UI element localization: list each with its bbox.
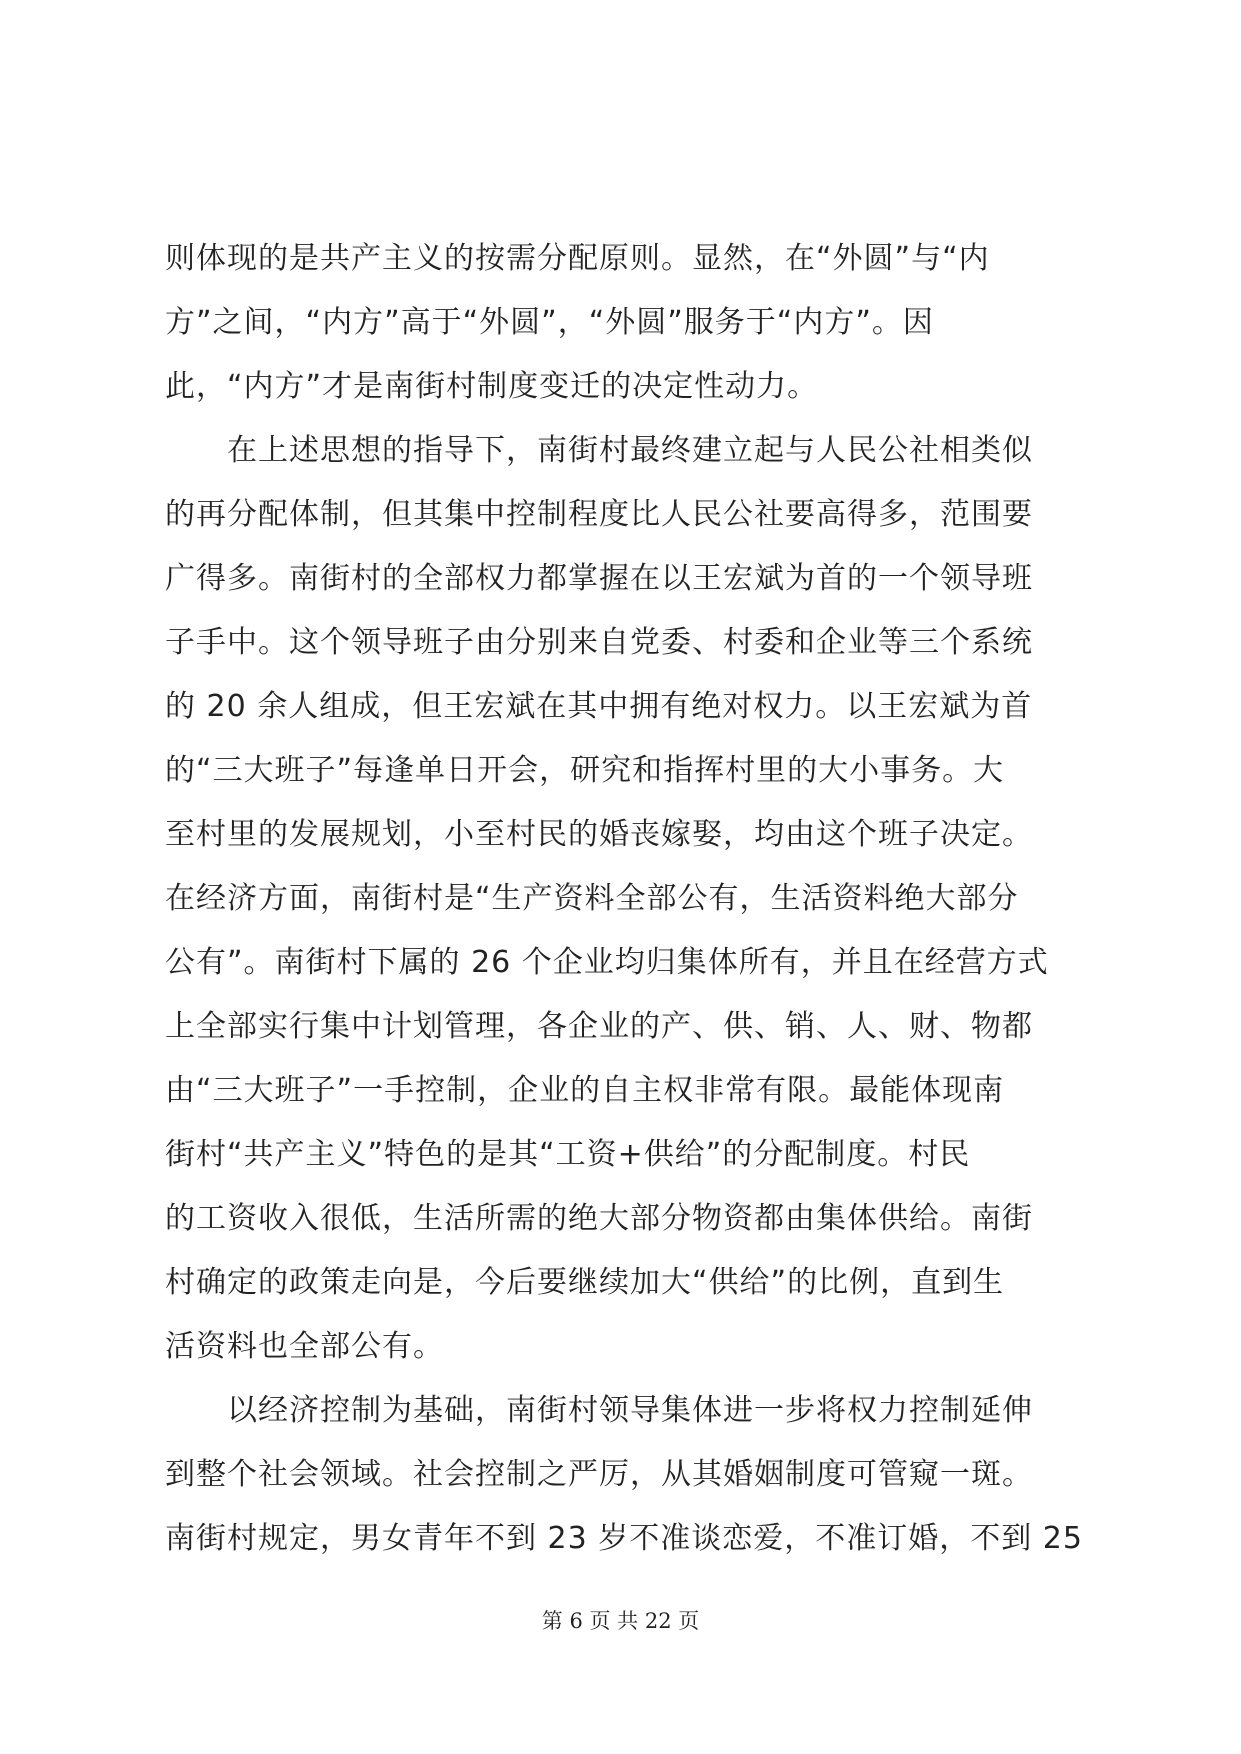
text-line: 南街村规定，男女青年不到 23 岁不准谈恋爱，不准订婚，不到 25 (165, 1521, 1083, 1556)
text-line: 以经济控制为基础，南街村领导集体进一步将权力控制延伸 (165, 1393, 1033, 1428)
text-line: 此，“内方”才是南街村制度变迁的决定性动力。 (165, 369, 819, 404)
text-line: 的 20 余人组成，但王宏斌在其中拥有绝对权力。以王宏斌为首 (165, 689, 1033, 724)
text-line: 至村里的发展规划，小至村民的婚丧嫁娶，均由这个班子决定。 (165, 817, 1033, 852)
text-line: 活资料也全部公有。 (165, 1329, 444, 1364)
body-text (165, 227, 1085, 1571)
text-line: 广得多。南街村的全部权力都掌握在以王宏斌为首的一个领导班 (165, 561, 1033, 596)
text-line: 方”之间，“内方”高于“外圆”，“外圆”服务于“内方”。因 (165, 305, 934, 340)
text-line: 由“三大班子”一手控制，企业的自主权非常有限。最能体现南 (165, 1073, 1005, 1108)
text-line: 村确定的政策走向是，今后要继续加大“供给”的比例，直到生 (165, 1265, 1005, 1300)
text-line: 子手中。这个领导班子由分别来自党委、村委和企业等三个系统 (165, 625, 1033, 660)
page-footer: 第 6 页 共 22 页 (541, 1609, 700, 1633)
text-line: 公有”。南街村下属的 26 个企业均归集体所有，并且在经营方式 (165, 945, 1049, 980)
text-line: 则体现的是共产主义的按需分配原则。显然，在“外圆”与“内 (165, 241, 990, 276)
text-line: 的再分配体制，但其集中控制程度比人民公社要高得多，范围要 (165, 497, 1033, 532)
text-line: 在经济方面，南街村是“生产资料全部公有，生活资料绝大部分 (165, 881, 1019, 916)
text-line: 的工资收入很低，生活所需的绝大部分物资都由集体供给。南街 (165, 1201, 1033, 1236)
text-line: 在上述思想的指导下，南街村最终建立起与人民公社相类似 (165, 433, 1033, 468)
text-line: 到整个社会领域。社会控制之严厉，从其婚姻制度可管窥一斑。 (165, 1457, 1033, 1492)
text-line: 上全部实行集中计划管理，各企业的产、供、销、人、财、物都 (165, 1009, 1033, 1044)
text-line: 的“三大班子”每逢单日开会，研究和指挥村里的大小事务。大 (165, 753, 1005, 788)
text-line: 街村“共产主义”特色的是其“工资+供给”的分配制度。村民 (165, 1137, 971, 1172)
